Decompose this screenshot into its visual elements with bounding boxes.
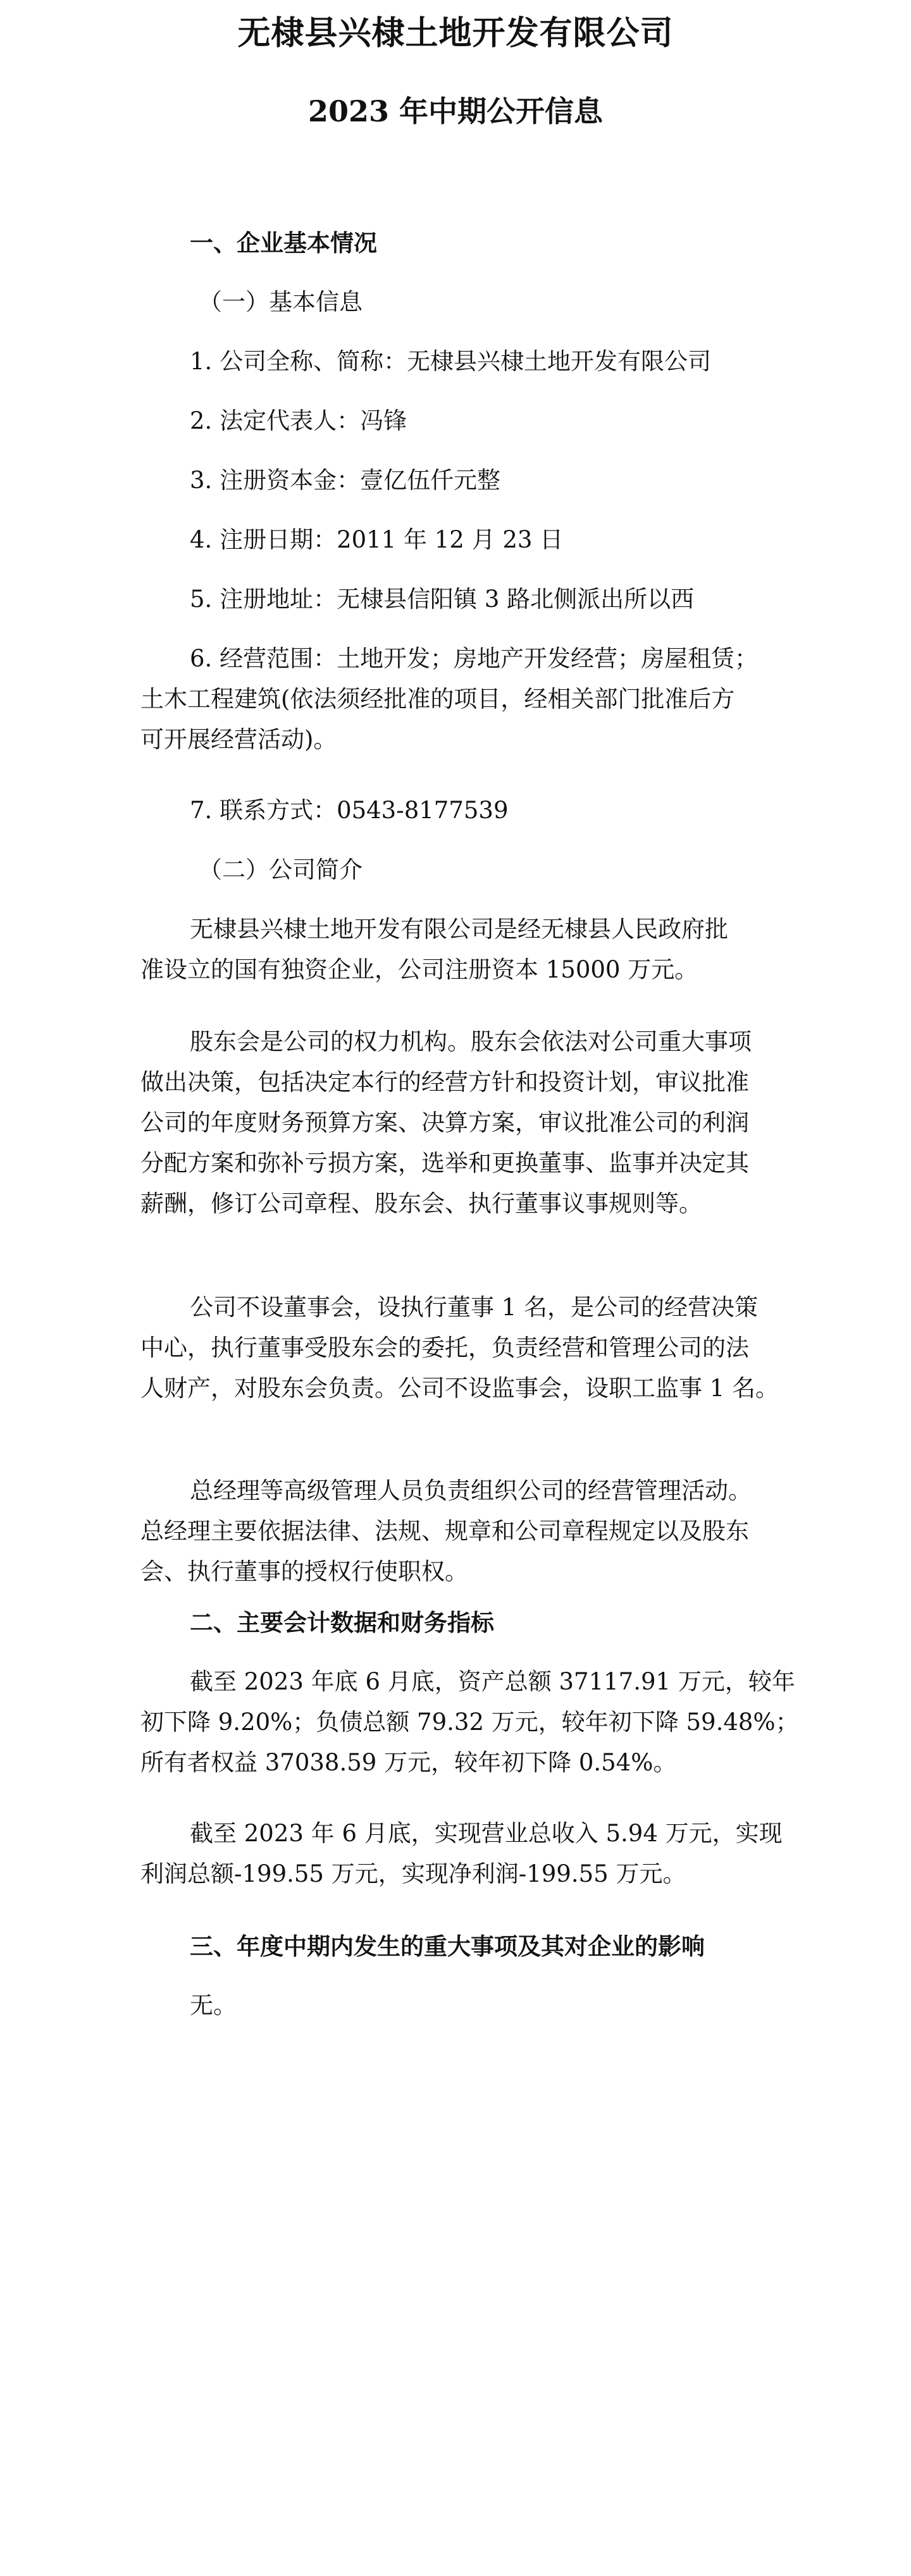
company-intro-paragraph (140, 909, 779, 990)
info-item-registration-date: 4. 注册日期：2011 年 12 月 23 日 (190, 526, 564, 553)
info-item-contact: 7. 联系方式：0543-8177539 (190, 797, 509, 824)
info-item-legal-rep: 2. 法定代表人：冯锋 (190, 407, 407, 434)
info-item-registered-address: 5. 注册地址：无棣县信阳镇 3 路北侧派出所以西 (190, 586, 695, 613)
paragraph-line: 人财产，对股东会负责。公司不设监事会，设职工监事 1 名。 (140, 1375, 779, 1402)
section1-heading: 一、企业基本情况 (190, 229, 377, 257)
document-title: 无棣县兴棣土地开发有限公司 (237, 14, 674, 52)
financial-income-paragraph (140, 1813, 783, 1894)
paragraph-line: 公司的年度财务预算方案、决算方案，审议批准公司的利润 (140, 1109, 749, 1136)
shareholders-paragraph (140, 1022, 779, 1224)
document-subtitle: 2023 年中期公开信息 (307, 94, 604, 128)
business-scope-line: 6. 经营范围：土地开发；房地产开发经营；房屋租赁； (190, 645, 759, 672)
executive-director-paragraph (140, 1287, 779, 1409)
paragraph-line: 会、执行董事的授权行使职权。 (140, 1558, 468, 1585)
paragraph-line: 做出决策，包括决定本行的经营方针和投资计划，审议批准 (140, 1069, 749, 1096)
paragraph-line: 截至 2023 年 6 月底，实现营业总收入 5.94 万元，实现 (190, 1820, 783, 1847)
paragraph-line: 中心，执行董事受股东会的委托，负责经营和管理公司的法 (140, 1334, 749, 1361)
info-item-company-name: 1. 公司全称、简称：无棣县兴棣土地开发有限公司 (190, 348, 712, 375)
info-item-registered-capital: 3. 注册资本金：壹亿伍仟元整 (190, 467, 501, 494)
paragraph-line: 薪酬，修订公司章程、股东会、执行董事议事规则等。 (140, 1190, 702, 1217)
general-manager-paragraph (140, 1471, 779, 1592)
paragraph-line: 股东会是公司的权力机构。股东会依法对公司重大事项 (190, 1028, 752, 1055)
paragraph-line: 分配方案和弥补亏损方案，选举和更换董事、监事并决定其 (140, 1150, 749, 1177)
business-scope-line: 可开展经营活动)。 (140, 726, 337, 753)
paragraph-line: 截至 2023 年底 6 月底，资产总额 37117.91 万元，较年 (190, 1668, 795, 1695)
paragraph-line: 无棣县兴棣土地开发有限公司是经无棣县人民政府批 (190, 916, 728, 943)
paragraph-line: 所有者权益 37038.59 万元，较年初下降 0.54%。 (140, 1749, 677, 1776)
financial-assets-paragraph (140, 1662, 799, 1783)
business-scope-line: 土木工程建筑(依法须经批准的项目，经相关部门批准后方 (140, 685, 735, 713)
subsection1-heading: （一）基本信息 (199, 288, 363, 316)
paragraph-line: 准设立的国有独资企业，公司注册资本 15000 万元。 (140, 956, 698, 983)
paragraph-line: 利润总额-199.55 万元，实现净利润-199.55 万元。 (140, 1860, 686, 1887)
paragraph-line: 初下降 9.20%；负债总额 79.32 万元，较年初下降 59.48%； (140, 1708, 799, 1736)
paragraph-line: 总经理主要依据法律、法规、规章和公司章程规定以及股东 (140, 1518, 749, 1545)
paragraph-line: 总经理等高级管理人员负责组织公司的经营管理活动。 (190, 1477, 752, 1504)
info-item-business-scope (140, 639, 779, 760)
subsection2-heading: （二）公司简介 (199, 856, 363, 883)
section3-heading: 三、年度中期内发生的重大事项及其对企业的影响 (190, 1932, 705, 1960)
section2-heading: 二、主要会计数据和财务指标 (190, 1609, 494, 1636)
paragraph-line: 公司不设董事会，设执行董事 1 名，是公司的经营决策 (190, 1294, 759, 1321)
section3-content: 无。 (190, 1992, 237, 2019)
